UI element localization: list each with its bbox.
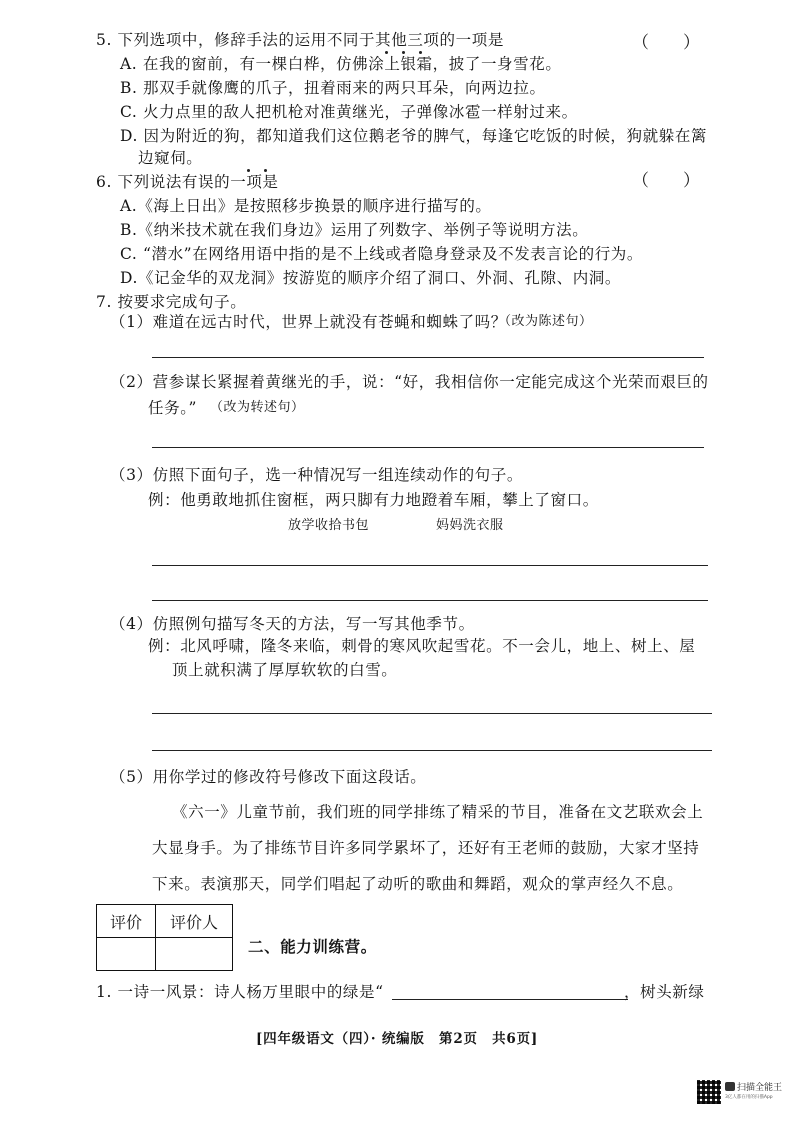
q7-1-instruction: （改为陈述句） (498, 314, 593, 329)
q7-4-example: 例：北风呼啸，隆冬来临，刺骨的寒风吹起雪花。不一会儿，地上、树上、屋 (148, 637, 696, 655)
scanner-watermark (697, 1078, 789, 1108)
section-2-title: 二、能力训练营。 (248, 937, 377, 956)
q7-3-answer-line-1[interactable] (152, 565, 708, 566)
q7-2-instruction: （改为转述句） (210, 400, 305, 415)
q7-3-example: 例：他勇敢地抓住窗框，两只脚有力地蹬着车厢，攀上了窗口。 (148, 491, 599, 509)
q7-5-passage-line-2: 大显身手。为了排练节目许多同学累坏了，还好有王老师的鼓励，大家才坚持 (152, 839, 700, 857)
q7-3-option-1: 放学收拾书包 (288, 518, 370, 533)
q7-stem: 7. 按要求完成句子。 (96, 293, 247, 311)
scanner-app-name: 扫描全能王 (737, 1083, 783, 1093)
q5-answer-paren[interactable]: （ ） (632, 33, 700, 53)
q7-3-option-2: 妈妈洗衣服 (436, 518, 504, 533)
q7-3-prompt: （3）仿照下面句子，选一种情况写一组连续动作的句子。 (110, 466, 523, 484)
q7-1-answer-line[interactable] (152, 357, 704, 358)
q7-4-answer-line-1[interactable] (152, 713, 712, 714)
emphasis-dot (247, 169, 250, 172)
q7-4-answer-line-2[interactable] (152, 750, 712, 751)
eval-header-evaluator: 评价人 (156, 905, 233, 938)
section-2-q1-answer-line[interactable] (392, 999, 628, 1000)
eval-header-score: 评价 (97, 905, 156, 938)
q7-5-passage-line-1: 《六一》儿童节前，我们班的同学排练了精采的节目，准备在文艺联欢会上 (172, 803, 704, 821)
emphasis-dot (264, 169, 267, 172)
evaluation-table (96, 904, 233, 971)
page-footer: [四年级语文（四）· 统编版 第2页 共6页] (256, 1031, 539, 1047)
q7-2-answer-line[interactable] (152, 447, 704, 448)
scanner-app-tagline: 3亿人都在用的扫描App (725, 1095, 773, 1100)
q7-5-prompt: （5）用你学过的修改符号修改下面这段话。 (110, 768, 427, 786)
q7-3-answer-line-2[interactable] (152, 600, 708, 601)
q6-answer-paren[interactable]: （ ） (632, 171, 700, 191)
q7-4-example-cont: 顶上就积满了厚厚软软的白雪。 (172, 661, 398, 679)
q5-option-d-cont: 边窥伺。 (138, 149, 203, 167)
section-2-q1-prompt-cont: ，树头新绿 (624, 983, 705, 1001)
q6-option-a: A.《海上日出》是按照移步换景的顺序进行描写的。 (120, 197, 492, 215)
scanner-app-icon (725, 1082, 735, 1091)
q7-2-prompt: （2）营参谋长紧握着黄继光的手，说：“好，我相信你一定能完成这个光荣而艰巨的 (110, 373, 709, 391)
q5-option-b: B. 那双手就像鹰的爪子，扭着雨来的两只耳朵，向两边拉。 (120, 79, 546, 97)
q6-stem: 6. 下列说法有误的一项是 (96, 173, 279, 191)
eval-cell-score[interactable] (97, 938, 156, 971)
eval-cell-evaluator[interactable] (156, 938, 233, 971)
q5-stem: 5. 下列选项中，修辞手法的运用不同于其他三项的一项是 (96, 31, 504, 49)
q5-option-a: A. 在我的窗前，有一棵白桦，仿佛涂上银霜，披了一身雪花。 (120, 55, 562, 73)
q7-5-passage-line-3: 下来。表演那天，同学们唱起了动听的歌曲和舞蹈，观众的掌声经久不息。 (152, 875, 684, 893)
q7-2-prompt-cont: 任务。” (148, 399, 198, 417)
q6-option-b: B.《纳米技术就在我们身边》运用了列数字、举例子等说明方法。 (120, 221, 589, 239)
q7-1-prompt: （1）难道在远古时代，世界上就没有苍蝇和蜘蛛了吗？ (110, 313, 507, 331)
q5-option-c: C. 火力点里的敌人把机枪对准黄继光，子弹像冰雹一样射过来。 (120, 103, 578, 121)
q6-option-c: C. “潜水”在网络用语中指的是不上线或者隐身登录及不发表言论的行为。 (120, 245, 644, 263)
section-2-q1-prompt: 1. 一诗一风景：诗人杨万里眼中的绿是“ (96, 983, 384, 1001)
q7-4-prompt: （4）仿照例句描写冬天的方法，写一写其他季节。 (110, 615, 475, 633)
q5-option-d: D. 因为附近的狗，都知道我们这位鹅老爷的脾气，每逢它吃饭的时候，狗就躲在篱 (120, 127, 708, 145)
qr-code-icon (697, 1080, 721, 1104)
q6-option-d: D.《记金华的双龙洞》按游览的顺序介绍了洞口、外洞、孔隙、内洞。 (120, 269, 622, 287)
